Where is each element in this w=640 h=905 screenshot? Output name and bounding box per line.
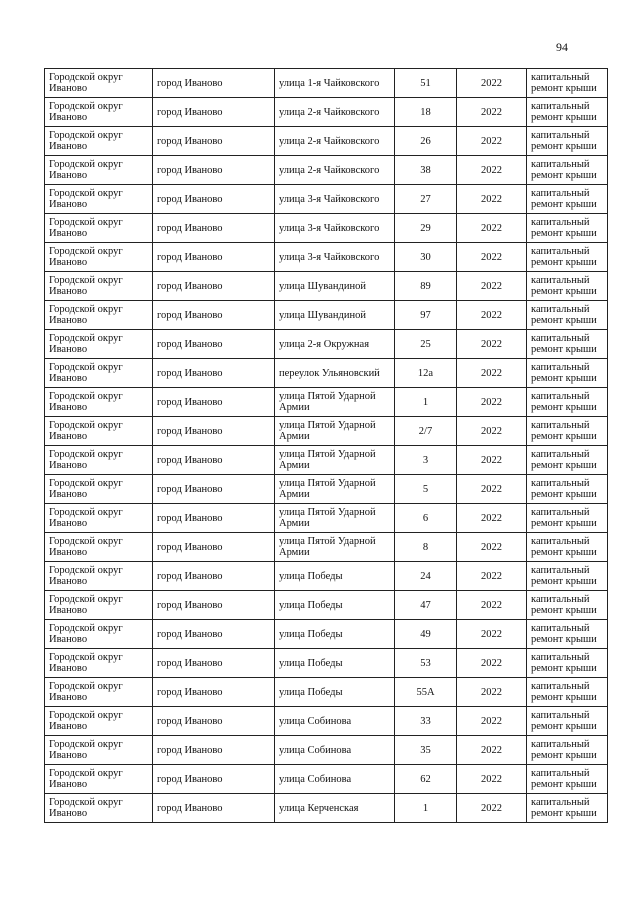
year-cell: 2022 (457, 794, 527, 823)
city-cell: город Иваново (153, 272, 275, 301)
street-cell: улица Пятой Ударной Армии (275, 417, 395, 446)
street-cell: улица Пятой Ударной Армии (275, 504, 395, 533)
table-body (45, 69, 608, 823)
work-type-cell: капитальный ремонт крыши (527, 214, 608, 243)
street-cell: улица Керченская (275, 794, 395, 823)
street-cell: улица 2-я Чайковского (275, 98, 395, 127)
work-type-cell: капитальный ремонт крыши (527, 591, 608, 620)
table-row (45, 794, 608, 823)
table-row (45, 185, 608, 214)
house-number-cell: 27 (395, 185, 457, 214)
district-cell: Городской округ Иваново (45, 765, 153, 794)
district-cell: Городской округ Иваново (45, 359, 153, 388)
street-cell: улица Шувандиной (275, 301, 395, 330)
year-cell: 2022 (457, 359, 527, 388)
page-number: 94 (556, 40, 568, 54)
district-cell: Городской округ Иваново (45, 475, 153, 504)
table-row (45, 272, 608, 301)
year-cell: 2022 (457, 446, 527, 475)
house-number-cell: 51 (395, 69, 457, 98)
work-type-cell: капитальный ремонт крыши (527, 504, 608, 533)
work-type-cell: капитальный ремонт крыши (527, 156, 608, 185)
street-cell: улица 3-я Чайковского (275, 214, 395, 243)
district-cell: Городской округ Иваново (45, 243, 153, 272)
city-cell: город Иваново (153, 98, 275, 127)
city-cell: город Иваново (153, 243, 275, 272)
work-type-cell: капитальный ремонт крыши (527, 562, 608, 591)
year-cell: 2022 (457, 591, 527, 620)
street-cell: улица Пятой Ударной Армии (275, 475, 395, 504)
work-type-cell: капитальный ремонт крыши (527, 620, 608, 649)
house-number-cell: 25 (395, 330, 457, 359)
house-number-cell: 35 (395, 736, 457, 765)
city-cell: город Иваново (153, 794, 275, 823)
house-number-cell: 1 (395, 388, 457, 417)
city-cell: город Иваново (153, 765, 275, 794)
house-number-cell: 49 (395, 620, 457, 649)
city-cell: город Иваново (153, 359, 275, 388)
city-cell: город Иваново (153, 301, 275, 330)
city-cell: город Иваново (153, 533, 275, 562)
table-row (45, 359, 608, 388)
house-number-cell: 33 (395, 707, 457, 736)
year-cell: 2022 (457, 127, 527, 156)
city-cell: город Иваново (153, 736, 275, 765)
house-number-cell: 53 (395, 649, 457, 678)
city-cell: город Иваново (153, 127, 275, 156)
work-type-cell: капитальный ремонт крыши (527, 533, 608, 562)
street-cell: улица Пятой Ударной Армии (275, 388, 395, 417)
work-type-cell: капитальный ремонт крыши (527, 707, 608, 736)
district-cell: Городской округ Иваново (45, 127, 153, 156)
work-type-cell: капитальный ремонт крыши (527, 765, 608, 794)
house-number-cell: 89 (395, 272, 457, 301)
table-row (45, 678, 608, 707)
street-cell: улица Пятой Ударной Армии (275, 533, 395, 562)
district-cell: Городской округ Иваново (45, 156, 153, 185)
district-cell: Городской округ Иваново (45, 707, 153, 736)
table-row (45, 707, 608, 736)
table-row (45, 475, 608, 504)
city-cell: город Иваново (153, 504, 275, 533)
year-cell: 2022 (457, 243, 527, 272)
house-number-cell: 2/7 (395, 417, 457, 446)
year-cell: 2022 (457, 388, 527, 417)
house-number-cell: 1 (395, 794, 457, 823)
year-cell: 2022 (457, 417, 527, 446)
roof-repair-table (44, 68, 608, 823)
year-cell: 2022 (457, 156, 527, 185)
work-type-cell: капитальный ремонт крыши (527, 475, 608, 504)
street-cell: улица 3-я Чайковского (275, 243, 395, 272)
house-number-cell: 29 (395, 214, 457, 243)
table-row (45, 127, 608, 156)
street-cell: улица 2-я Чайковского (275, 156, 395, 185)
work-type-cell: капитальный ремонт крыши (527, 98, 608, 127)
work-type-cell: капитальный ремонт крыши (527, 794, 608, 823)
work-type-cell: капитальный ремонт крыши (527, 243, 608, 272)
house-number-cell: 3 (395, 446, 457, 475)
street-cell: улица 1-я Чайковского (275, 69, 395, 98)
house-number-cell: 30 (395, 243, 457, 272)
year-cell: 2022 (457, 214, 527, 243)
table-row (45, 301, 608, 330)
house-number-cell: 5 (395, 475, 457, 504)
city-cell: город Иваново (153, 388, 275, 417)
city-cell: город Иваново (153, 330, 275, 359)
district-cell: Городской округ Иваново (45, 620, 153, 649)
district-cell: Городской округ Иваново (45, 185, 153, 214)
city-cell: город Иваново (153, 185, 275, 214)
house-number-cell: 12а (395, 359, 457, 388)
year-cell: 2022 (457, 69, 527, 98)
table-row (45, 562, 608, 591)
year-cell: 2022 (457, 649, 527, 678)
work-type-cell: капитальный ремонт крыши (527, 736, 608, 765)
city-cell: город Иваново (153, 562, 275, 591)
house-number-cell: 62 (395, 765, 457, 794)
district-cell: Городской округ Иваново (45, 301, 153, 330)
street-cell: улица Шувандиной (275, 272, 395, 301)
city-cell: город Иваново (153, 69, 275, 98)
table-row (45, 243, 608, 272)
table-row (45, 446, 608, 475)
work-type-cell: капитальный ремонт крыши (527, 649, 608, 678)
year-cell: 2022 (457, 707, 527, 736)
street-cell: переулок Ульяновский (275, 359, 395, 388)
year-cell: 2022 (457, 736, 527, 765)
district-cell: Городской округ Иваново (45, 272, 153, 301)
year-cell: 2022 (457, 765, 527, 794)
table-row (45, 69, 608, 98)
district-cell: Городской округ Иваново (45, 533, 153, 562)
year-cell: 2022 (457, 330, 527, 359)
house-number-cell: 24 (395, 562, 457, 591)
city-cell: город Иваново (153, 591, 275, 620)
district-cell: Городской округ Иваново (45, 649, 153, 678)
work-type-cell: капитальный ремонт крыши (527, 127, 608, 156)
work-type-cell: капитальный ремонт крыши (527, 185, 608, 214)
district-cell: Городской округ Иваново (45, 417, 153, 446)
city-cell: город Иваново (153, 417, 275, 446)
street-cell: улица Собинова (275, 736, 395, 765)
table-row (45, 98, 608, 127)
year-cell: 2022 (457, 475, 527, 504)
table-row (45, 765, 608, 794)
street-cell: улица Победы (275, 649, 395, 678)
street-cell: улица Победы (275, 562, 395, 591)
year-cell: 2022 (457, 301, 527, 330)
city-cell: город Иваново (153, 707, 275, 736)
district-cell: Городской округ Иваново (45, 98, 153, 127)
city-cell: город Иваново (153, 678, 275, 707)
house-number-cell: 26 (395, 127, 457, 156)
district-cell: Городской округ Иваново (45, 794, 153, 823)
table-row (45, 736, 608, 765)
district-cell: Городской округ Иваново (45, 330, 153, 359)
city-cell: город Иваново (153, 156, 275, 185)
table-row (45, 417, 608, 446)
table-row (45, 649, 608, 678)
district-cell: Городской округ Иваново (45, 388, 153, 417)
district-cell: Городской округ Иваново (45, 69, 153, 98)
table-row (45, 388, 608, 417)
city-cell: город Иваново (153, 446, 275, 475)
year-cell: 2022 (457, 185, 527, 214)
house-number-cell: 97 (395, 301, 457, 330)
work-type-cell: капитальный ремонт крыши (527, 69, 608, 98)
table-row (45, 504, 608, 533)
street-cell: улица 2-я Окружная (275, 330, 395, 359)
street-cell: улица 3-я Чайковского (275, 185, 395, 214)
year-cell: 2022 (457, 272, 527, 301)
house-number-cell: 55А (395, 678, 457, 707)
table-row (45, 214, 608, 243)
house-number-cell: 18 (395, 98, 457, 127)
table-row (45, 591, 608, 620)
table-row (45, 533, 608, 562)
year-cell: 2022 (457, 562, 527, 591)
district-cell: Городской округ Иваново (45, 504, 153, 533)
table-row (45, 330, 608, 359)
city-cell: город Иваново (153, 214, 275, 243)
work-type-cell: капитальный ремонт крыши (527, 678, 608, 707)
city-cell: город Иваново (153, 620, 275, 649)
street-cell: улица Собинова (275, 765, 395, 794)
work-type-cell: капитальный ремонт крыши (527, 388, 608, 417)
district-cell: Городской округ Иваново (45, 678, 153, 707)
house-number-cell: 6 (395, 504, 457, 533)
street-cell: улица Победы (275, 678, 395, 707)
street-cell: улица Победы (275, 620, 395, 649)
district-cell: Городской округ Иваново (45, 446, 153, 475)
district-cell: Городской округ Иваново (45, 562, 153, 591)
work-type-cell: капитальный ремонт крыши (527, 272, 608, 301)
house-number-cell: 38 (395, 156, 457, 185)
work-type-cell: капитальный ремонт крыши (527, 359, 608, 388)
street-cell: улица 2-я Чайковского (275, 127, 395, 156)
district-cell: Городской округ Иваново (45, 214, 153, 243)
work-type-cell: капитальный ремонт крыши (527, 417, 608, 446)
table-row (45, 156, 608, 185)
year-cell: 2022 (457, 533, 527, 562)
district-cell: Городской округ Иваново (45, 591, 153, 620)
year-cell: 2022 (457, 678, 527, 707)
street-cell: улица Пятой Ударной Армии (275, 446, 395, 475)
house-number-cell: 47 (395, 591, 457, 620)
year-cell: 2022 (457, 98, 527, 127)
house-number-cell: 8 (395, 533, 457, 562)
street-cell: улица Собинова (275, 707, 395, 736)
year-cell: 2022 (457, 504, 527, 533)
street-cell: улица Победы (275, 591, 395, 620)
city-cell: город Иваново (153, 649, 275, 678)
work-type-cell: капитальный ремонт крыши (527, 446, 608, 475)
district-cell: Городской округ Иваново (45, 736, 153, 765)
work-type-cell: капитальный ремонт крыши (527, 330, 608, 359)
work-type-cell: капитальный ремонт крыши (527, 301, 608, 330)
city-cell: город Иваново (153, 475, 275, 504)
year-cell: 2022 (457, 620, 527, 649)
table-row (45, 620, 608, 649)
